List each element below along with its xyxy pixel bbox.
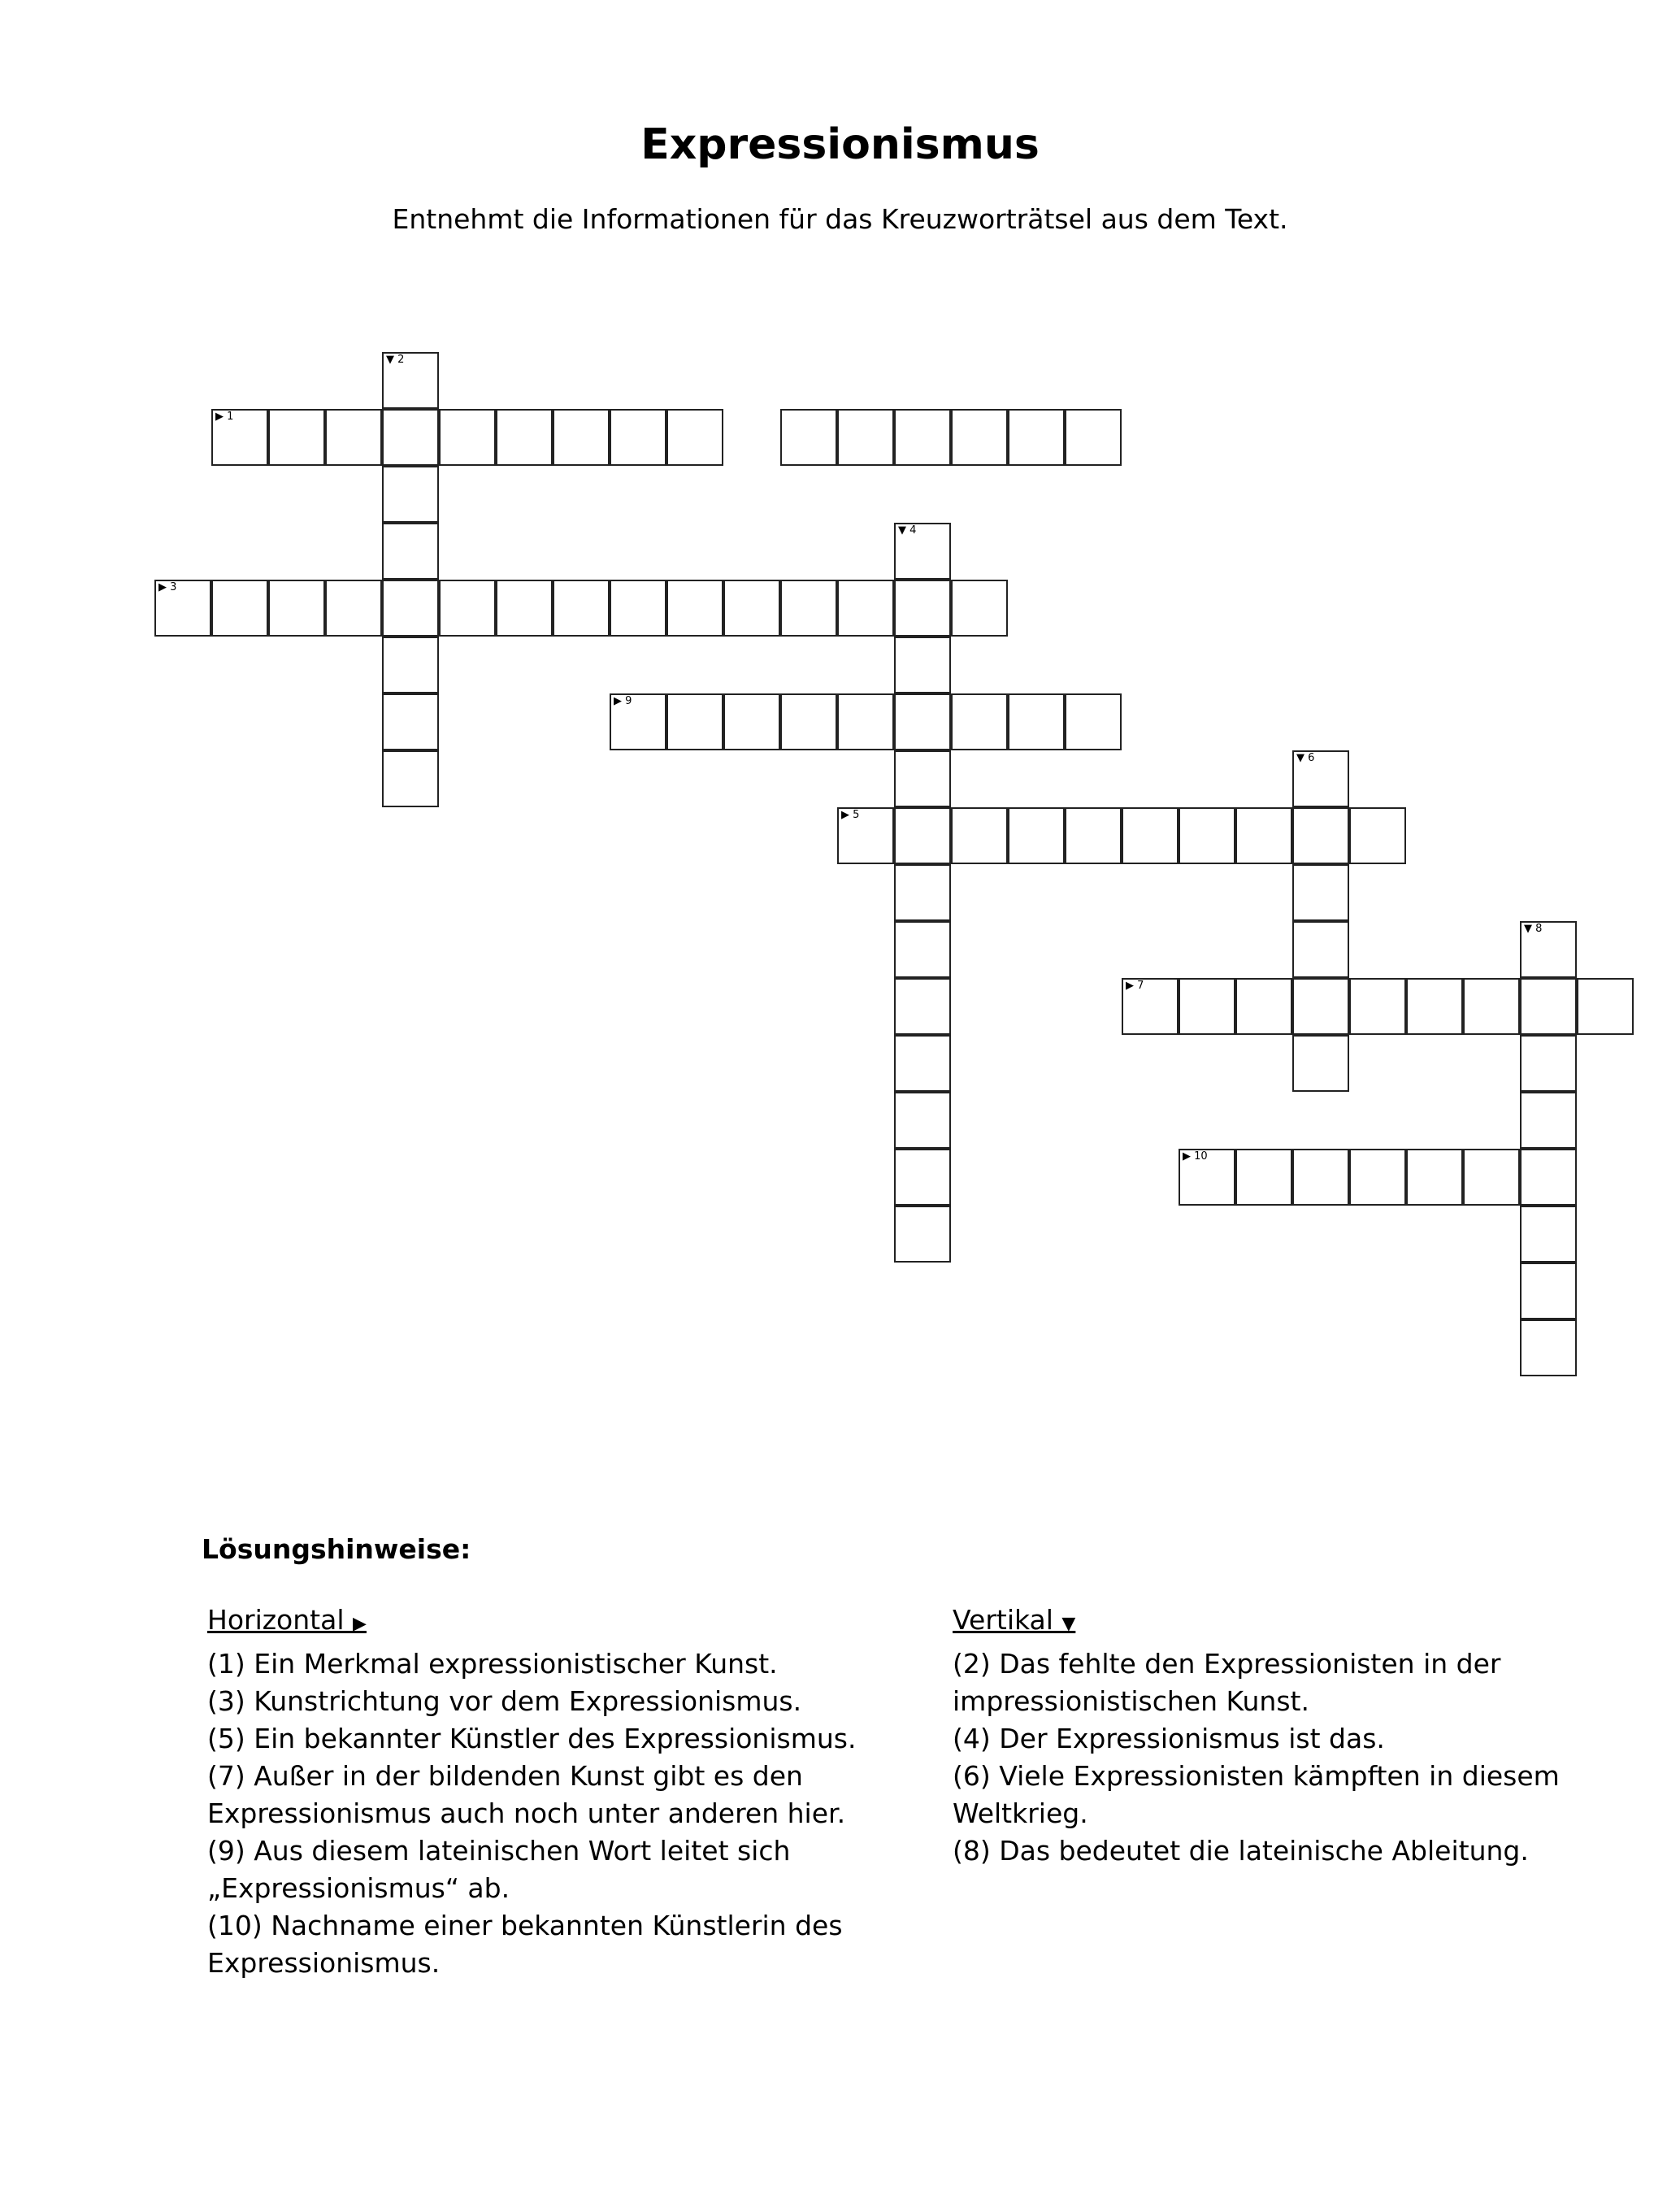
horizontal-label: Horizontal	[207, 1604, 345, 1636]
arrow-down-icon: ▼	[1061, 1614, 1076, 1634]
clue-number-6: ▼ 6	[1296, 752, 1315, 764]
crossword-cell[interactable]	[780, 580, 837, 637]
crossword-cell[interactable]	[894, 750, 951, 807]
crossword-cell[interactable]	[894, 580, 951, 637]
crossword-cell[interactable]	[1065, 807, 1122, 864]
crossword-cell[interactable]	[1520, 921, 1577, 978]
crossword-cell[interactable]	[1292, 807, 1349, 864]
crossword-cell[interactable]	[382, 523, 439, 580]
clue-across-9: (9) Aus diesem lateinischen Wort leitet sich „Expressionismus“ ab.	[207, 1835, 791, 1904]
crossword-cell[interactable]	[894, 693, 951, 750]
crossword-cell[interactable]	[1520, 1149, 1577, 1206]
crossword-cell[interactable]	[1292, 921, 1349, 978]
crossword-cell[interactable]	[496, 580, 553, 637]
crossword-cell[interactable]	[894, 637, 951, 693]
hints-heading: Lösungshinweise:	[202, 1533, 471, 1565]
vertical-heading	[953, 1602, 1075, 1643]
clue-number-9: ▶ 9	[614, 695, 632, 707]
crossword-cell[interactable]	[666, 693, 723, 750]
crossword-cell[interactable]	[382, 466, 439, 523]
crossword-cell[interactable]	[1292, 978, 1349, 1035]
crossword-cell[interactable]	[894, 1149, 951, 1206]
crossword-cell[interactable]	[1349, 807, 1406, 864]
clue-down-8: (8) Das bedeutet die lateinische Ableitung.	[953, 1835, 1529, 1867]
crossword-cell[interactable]	[837, 693, 894, 750]
crossword-cell[interactable]	[1463, 1149, 1520, 1206]
crossword-cell[interactable]	[1292, 1035, 1349, 1092]
crossword-cell[interactable]	[894, 523, 951, 580]
crossword-cell[interactable]	[894, 921, 951, 978]
clue-number-1: ▶ 1	[215, 411, 234, 423]
clue-number-3: ▶ 3	[158, 581, 177, 593]
crossword-cell[interactable]	[1520, 1206, 1577, 1263]
crossword-cell[interactable]	[723, 580, 780, 637]
crossword-cell[interactable]	[780, 409, 837, 466]
crossword-cell[interactable]	[610, 580, 666, 637]
crossword-cell[interactable]	[894, 864, 951, 921]
clue-across-3: (3) Kunstrichtung vor dem Expressionismus.	[207, 1685, 802, 1717]
crossword-cell[interactable]	[1520, 1092, 1577, 1149]
crossword-cell[interactable]	[382, 352, 439, 409]
crossword-cell[interactable]	[894, 978, 951, 1035]
crossword-cell[interactable]	[382, 693, 439, 750]
clue-number-4: ▼ 4	[898, 524, 917, 537]
clue-down-2: (2) Das fehlte den Expressionisten in der impressionistischen Kunst.	[953, 1648, 1501, 1717]
crossword-cell[interactable]	[1008, 409, 1065, 466]
crossword-cell[interactable]	[1008, 693, 1065, 750]
crossword-cell[interactable]	[1292, 750, 1349, 807]
crossword-cell[interactable]	[666, 409, 723, 466]
page-title: Expressionismus	[640, 120, 1040, 169]
crossword-cell[interactable]	[1520, 1319, 1577, 1376]
clue-number-10: ▶ 10	[1183, 1150, 1208, 1163]
instructions: Entnehmt die Informationen für das Kreuzworträtsel aus dem Text.	[392, 203, 1288, 235]
crossword-cell[interactable]	[1065, 693, 1122, 750]
crossword-cell[interactable]	[1463, 978, 1520, 1035]
crossword-cell[interactable]	[1349, 978, 1406, 1035]
clue-across-7: (7) Außer in der bildenden Kunst gibt es den Expressionismus auch noch unter anderen hier.	[207, 1760, 846, 1829]
crossword-cell[interactable]	[1122, 978, 1179, 1035]
crossword-cell[interactable]	[154, 580, 211, 637]
crossword-cell[interactable]	[439, 580, 496, 637]
crossword-cell[interactable]	[382, 637, 439, 693]
crossword-cell[interactable]	[1349, 1149, 1406, 1206]
crossword-cell[interactable]	[894, 1092, 951, 1149]
crossword-cell[interactable]	[1179, 978, 1235, 1035]
arrow-right-icon: ▶	[353, 1614, 367, 1634]
vertical-label: Vertikal	[953, 1604, 1053, 1636]
crossword-cell[interactable]	[268, 409, 325, 466]
crossword-cell[interactable]	[325, 409, 382, 466]
crossword-cell[interactable]	[1577, 978, 1634, 1035]
crossword-cell[interactable]	[1122, 807, 1179, 864]
crossword-cell[interactable]	[325, 580, 382, 637]
crossword-cell[interactable]	[894, 807, 951, 864]
crossword-cell[interactable]	[951, 580, 1008, 637]
crossword-cell[interactable]	[268, 580, 325, 637]
crossword-cell[interactable]	[1520, 1263, 1577, 1319]
crossword-cell[interactable]	[1235, 807, 1292, 864]
crossword-cell[interactable]	[723, 693, 780, 750]
crossword-cell[interactable]	[951, 807, 1008, 864]
horizontal-heading	[207, 1602, 367, 1643]
clue-down-4: (4) Der Expressionismus ist das.	[953, 1723, 1385, 1754]
crossword-cell[interactable]	[837, 409, 894, 466]
clue-down-6: (6) Viele Expressionisten kämpften in diesem Weltkrieg.	[953, 1760, 1560, 1829]
crossword-cell[interactable]	[1235, 978, 1292, 1035]
crossword-cell[interactable]	[1065, 409, 1122, 466]
crossword-cell[interactable]	[553, 580, 610, 637]
crossword-cell[interactable]	[211, 580, 268, 637]
crossword-cell[interactable]	[894, 1035, 951, 1092]
crossword-cell[interactable]	[837, 580, 894, 637]
horizontal-clues	[207, 1602, 922, 1982]
crossword-cell[interactable]	[837, 807, 894, 864]
crossword-cell[interactable]	[951, 693, 1008, 750]
crossword-cell[interactable]	[211, 409, 268, 466]
crossword-cell[interactable]	[951, 409, 1008, 466]
crossword-cell[interactable]	[1235, 1149, 1292, 1206]
crossword-cell[interactable]	[1179, 1149, 1235, 1206]
crossword-cell[interactable]	[894, 409, 951, 466]
crossword-cell[interactable]	[553, 409, 610, 466]
crossword-cell[interactable]	[439, 409, 496, 466]
crossword-cell[interactable]	[1179, 807, 1235, 864]
crossword-cell[interactable]	[1292, 1149, 1349, 1206]
crossword-cell[interactable]	[1406, 978, 1463, 1035]
clue-number-2: ▼ 2	[386, 354, 405, 366]
crossword-cell[interactable]	[496, 409, 553, 466]
crossword-cell[interactable]	[1008, 807, 1065, 864]
clue-number-8: ▼ 8	[1524, 923, 1543, 935]
crossword-cell[interactable]	[382, 409, 439, 466]
crossword-cell[interactable]	[1520, 978, 1577, 1035]
crossword-cell[interactable]	[1406, 1149, 1463, 1206]
crossword-cell[interactable]	[780, 693, 837, 750]
clue-number-7: ▶ 7	[1126, 980, 1144, 992]
crossword-cell[interactable]	[1292, 864, 1349, 921]
clue-across-5: (5) Ein bekannter Künstler des Expressionismus.	[207, 1723, 857, 1754]
crossword-cell[interactable]	[610, 693, 666, 750]
clue-across-10: (10) Nachname einer bekannten Künstlerin des Expressionismus.	[207, 1910, 843, 1979]
vertical-clues	[953, 1602, 1635, 1870]
crossword-cell[interactable]	[382, 580, 439, 637]
clue-number-5: ▶ 5	[841, 809, 860, 821]
crossword-cell[interactable]	[666, 580, 723, 637]
clue-across-1: (1) Ein Merkmal expressionistischer Kunst.	[207, 1648, 778, 1680]
crossword-cell[interactable]	[894, 1206, 951, 1263]
crossword-cell[interactable]	[1520, 1035, 1577, 1092]
crossword-cell[interactable]	[382, 750, 439, 807]
crossword-cell[interactable]	[610, 409, 666, 466]
